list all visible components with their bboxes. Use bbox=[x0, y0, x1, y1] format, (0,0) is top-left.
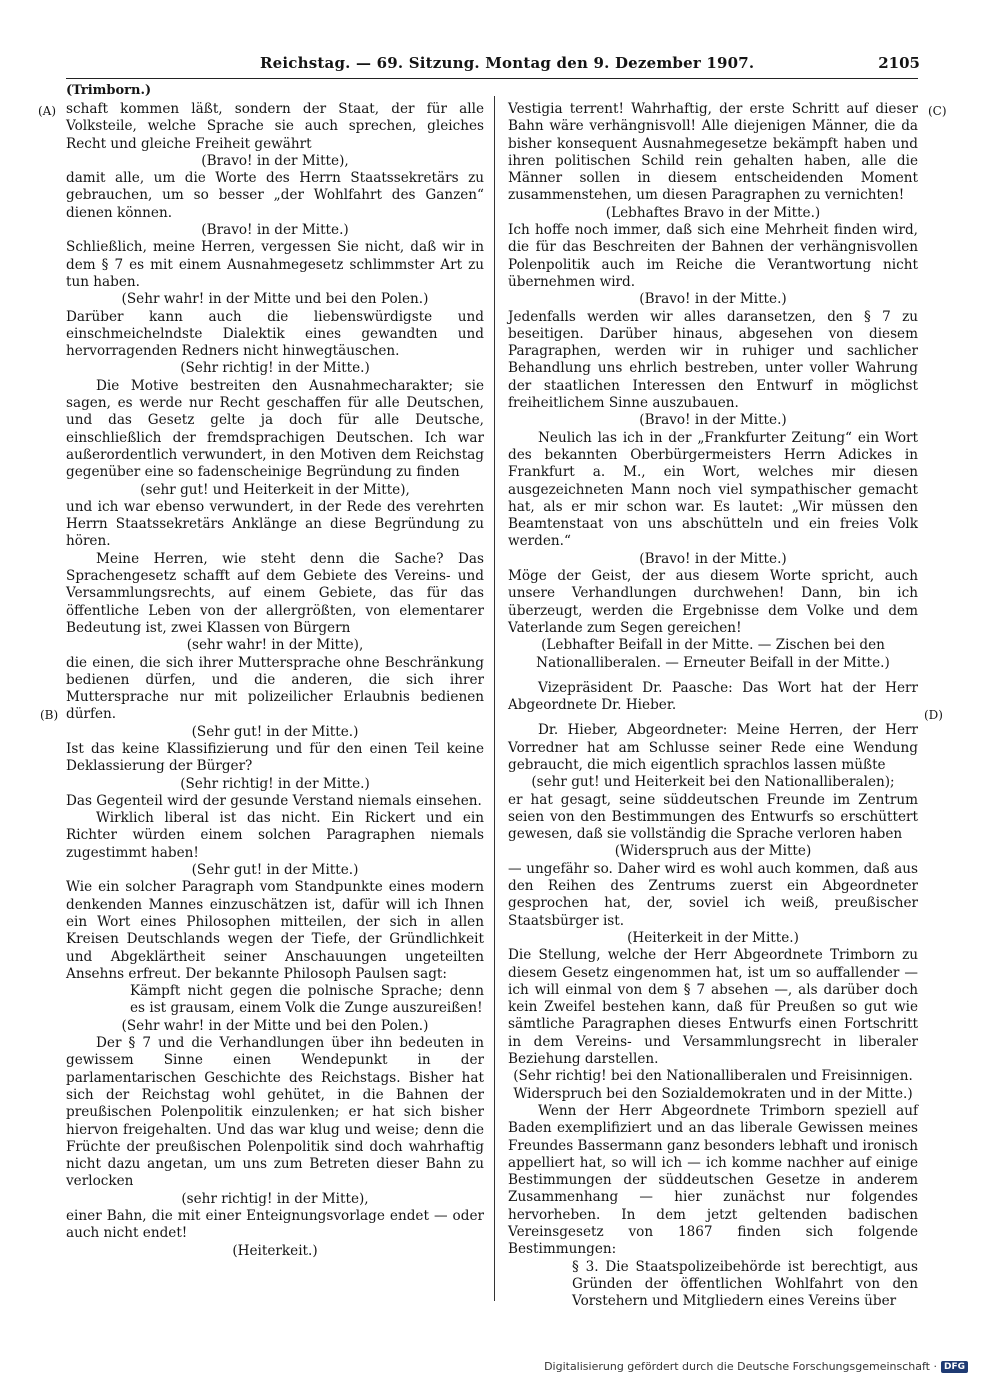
speaker-tag: (Trimborn.) bbox=[66, 83, 152, 98]
right-column-paragraph: (Lebhaftes Bravo in der Mitte.) bbox=[605, 204, 821, 221]
right-column bbox=[508, 101, 918, 1310]
header-title: Reichstag. — 69. Sitzung. Montag den 9. Dezember 1907. bbox=[260, 54, 755, 72]
right-column-paragraph: (Bravo! in der Mitte.) bbox=[639, 550, 787, 567]
left-column-paragraph: (sehr wahr! in der Mitte), bbox=[186, 637, 364, 654]
margin-mark-d: (D) bbox=[924, 708, 943, 722]
right-column-paragraph: Vizepräsident Dr. Paasche: Das Wort hat der Herr Abgeordnete Dr. Hieber. bbox=[508, 679, 918, 714]
right-column-paragraph: § 3. Die Staatspolizeibehörde ist berechtigt, aus Gründen der öffentlichen Wohlfahrt von den Vorstehern und Mitgliedern eines Vereins über bbox=[572, 1258, 918, 1310]
right-column-paragraph: Vestigia terrent! Wahrhaftig, der erste Schritt auf dieser Bahn wäre verhängnisvoll! Alle diejenigen Männer, die da bisher konsequent Ausnahmegesetze bekämpft haben und ihren politischen Schild rein gehalten haben, alle die Männer sollen in diesem entscheidenden Moment zusammenstehen, um diesen Paragraphen zu vernichten! bbox=[508, 101, 918, 204]
left-column-paragraph: (Sehr richtig! in der Mitte.) bbox=[180, 360, 370, 377]
header-rule bbox=[66, 78, 918, 79]
left-column-paragraph: (Sehr wahr! in der Mitte und bei den Polen.) bbox=[121, 1017, 429, 1034]
right-column-paragraph: er hat gesagt, seine süddeutschen Freunde im Zentrum seien von den Bestimmungen des Entwurfs so erschüttert gewesen, daß sie vollständig die Sprache verloren haben bbox=[508, 791, 918, 843]
right-column-paragraph: (Bravo! in der Mitte.) bbox=[639, 291, 787, 308]
right-column-paragraph: (Sehr richtig! bei den Nationalliberalen und Freisinnigen. Widerspruch bei den Sozialdemokraten und in der Mitte.) bbox=[513, 1068, 913, 1102]
right-column-paragraph: Neulich las ich in der „Frankfurter Zeitung“ ein Wort des bekannten Oberbürgermeisters Herrn Adickes in Frankfurt a. M., ein Wort, welches mir diesen ausgezeichneten Mann noch viel sympathischer gemacht hat, als er mir schon war. Es lautet: „Wir müssen den Beamtenstaat von uns abschütteln und ein freies Volk werden.“ bbox=[508, 429, 918, 550]
left-column-paragraph: damit alle, um die Worte des Herrn Staatssekretärs zu gebrauchen, um so besser „der Wohlfahrt des Ganzen“ dienen können. bbox=[66, 170, 484, 221]
left-column-paragraph: (Sehr richtig! in der Mitte.) bbox=[180, 775, 370, 792]
left-column-paragraph: (Sehr gut! in der Mitte.) bbox=[191, 862, 359, 879]
page-number: 2105 bbox=[878, 54, 920, 72]
left-column-paragraph: (Heiterkeit.) bbox=[232, 1242, 318, 1259]
right-column-paragraph: — ungefähr so. Daher wird es wohl auch kommen, daß aus den Reihen des Zentrums zuerst ein Abgeordneter gesprochen hat, der, soviel ich weiß, preußischer Staatsbürger ist. bbox=[508, 860, 918, 929]
left-column-paragraph: Meine Herren, wie steht denn die Sache? Das Sprachengesetz schafft auf dem Gebiete des Vereins- und Versammlungsrechts, auf einem Gebiete, das für das öffentliche Leben von der allergrößten, von elementarer Bedeutung ist, zwei Klassen von Bürgern bbox=[66, 550, 484, 636]
running-header bbox=[60, 54, 920, 78]
left-column-paragraph: (Bravo! in der Mitte), bbox=[201, 152, 349, 169]
left-column-paragraph: Darüber kann auch die liebenswürdigste und einschmeichelndste Dialektik eines gewandten und hervorragenden Redners nicht hinwegtäuschen. bbox=[66, 308, 484, 360]
left-column-paragraph: Wie ein solcher Paragraph vom Standpunkte eines modern denkenden Mannes einzuschätzen ist, dafür will ich Ihnen ein Wort eines Philosophen mitteilen, der sich in allen Kreisen Deutschlands wegen der Tiefe, der Gründlichkeit und Abgeklärtheit seiner Anschauungen ungeteilten Ansehns erfreut. Der bekannte Philosoph Paulsen sagt: bbox=[66, 879, 484, 982]
right-column-paragraph: Möge der Geist, der aus diesem Worte spricht, auch unsere Verhandlungen durchwehen! Dann, bin ich überzeugt, werden die Ergebnisse dem Volke und dem Vaterlande zum Segen gereichen! bbox=[508, 568, 918, 636]
left-column-paragraph: Der § 7 und die Verhandlungen über ihn bedeuten in gewissem Sinne einen Wendepunkt in der parlamentarischen Geschichte des Reichstags. Bisher hat sich der Reichstag wohl gehütet, in die Bahnen der preußischen Polenpolitik einzulenken; er hat sich bisher hiervon freigehalten. Und das war klug und weise; denn die Früchte der preußischen Polenpolitik sind doch wahrhaftig nicht dazu angetan, um uns zum Betreten dieser Bahn zu verlocken bbox=[66, 1035, 484, 1190]
left-column-paragraph: Die Motive bestreiten den Ausnahmecharakter; sie sagen, es werde nur Recht geschaffen für alle Deutschen, und das Gesetz gelte ja doch für alle Deutsche, einschließlich der fremdsprachigen Deutschen. Ich war außerordentlich verwundert, in den Motiven dem Reichstag gegenüber eine so fadenscheinige Begründung zu finden bbox=[66, 377, 484, 481]
left-column-paragraph: (Bravo! in der Mitte.) bbox=[201, 222, 349, 239]
right-column-paragraph: (Heiterkeit in der Mitte.) bbox=[627, 929, 799, 946]
right-column-paragraph: Dr. Hieber, Abgeordneter: Meine Herren, der Herr Vorredner hat am Schlusse seiner Rede eine Wendung gebraucht, die mich eigentlich sprachlos lassen müßte bbox=[508, 722, 918, 773]
left-column-paragraph: und ich war ebenso verwundert, in der Rede des verehrten Herrn Staatssekretärs Anklänge an diese Begründung zu hören. bbox=[66, 498, 484, 550]
left-column-paragraph: (Sehr wahr! in der Mitte und bei den Polen.) bbox=[121, 291, 429, 308]
right-column-paragraph: Wenn der Herr Abgeordnete Trimborn speziell auf Baden exemplifiziert und an das liberale Gewissen meines Freundes Bassermann ganz besonders lebhaft und ironisch appelliert hat, so will ich — ich komme nachher auf einige Bestimmungen der süddeutschen Gesetze in anderem Zusammenhang — hier zunächst nur folgendes hervorheben. In dem jetzt geltenden badischen Vereinsgesetz von 1867 finden sich folgende Bestimmungen: bbox=[508, 1102, 918, 1258]
left-column-paragraph: Kämpft nicht gegen die polnische Sprache; denn es ist grausam, einem Volk die Zunge auszureißen! bbox=[130, 983, 484, 1017]
left-column-paragraph: die einen, die sich ihrer Muttersprache ohne Beschränkung bedienen dürfen, und die anderen, die sich ihrer Muttersprache nur mit polizeilicher Erlaubnis bedienen dürfen. bbox=[66, 654, 484, 723]
left-column-paragraph: Ist das keine Klassifizierung und für den einen Teil keine Deklassierung der Bürger? bbox=[66, 740, 484, 775]
right-column-paragraph: Jedenfalls werden wir alles daransetzen, den § 7 zu beseitigen. Darüber hinaus, abgesehen von diesem Paragraphen, werden wir in ruhiger und sachlicher Behandlung uns ehrlich bestreben, unter voller Wahrung der staatlichen Interessen den Entwurf in möglichst freiheitlichem Sinne auszubauen. bbox=[508, 308, 918, 412]
margin-mark-c: (C) bbox=[928, 104, 947, 118]
right-column-paragraph: (Bravo! in der Mitte.) bbox=[639, 412, 787, 429]
left-column-paragraph: schaft kommen läßt, sondern der Staat, der für alle Volksteile, welche Sprache sie auch sprechen, gleiches Recht und gleiche Freiheit gewährt bbox=[66, 101, 484, 152]
column-divider bbox=[494, 96, 495, 1301]
right-column-paragraph: Die Stellung, welche der Herr Abgeordnete Trimborn zu diesem Gesetz eingenommen hat, ist um so auffallender — ich will einmal von dem § 7 absehen —, als darüber doch kein Zweifel bestehen kann, daß für Preußen so gut wie sämtliche Paragraphen dieses Entwurfs einen Fortschritt in dem Vereins- und Versammlungsrecht in liberaler Beziehung darstellen. bbox=[508, 947, 918, 1068]
left-column-paragraph: (sehr richtig! in der Mitte), bbox=[181, 1190, 369, 1207]
footer-text: Digitalisierung gefördert durch die Deutsche Forschungsgemeinschaft · bbox=[544, 1360, 937, 1373]
dfg-logo: DFG bbox=[941, 1361, 968, 1373]
left-column-paragraph: Schließlich, meine Herren, vergessen Sie nicht, daß wir in dem § 7 es mit einem Ausnahmegesetz schlimmster Art zu tun haben. bbox=[66, 239, 484, 290]
left-column-paragraph: (sehr gut! und Heiterkeit in der Mitte), bbox=[140, 481, 410, 498]
margin-mark-a: (A) bbox=[38, 104, 57, 118]
left-column-paragraph: einer Bahn, die mit einer Enteignungsvorlage endet — oder auch nicht endet! bbox=[66, 1208, 484, 1242]
left-column bbox=[66, 101, 484, 1260]
right-column-paragraph: (Lebhafter Beifall in der Mitte. — Zischen bei den Nationalliberalen. — Erneuter Beifall in der Mitte.) bbox=[536, 637, 890, 671]
margin-mark-b: (B) bbox=[40, 708, 59, 722]
left-column-paragraph: Das Gegenteil wird der gesunde Verstand niemals einsehen. bbox=[66, 792, 482, 809]
right-column-paragraph: (sehr gut! und Heiterkeit bei den Nationalliberalen); bbox=[531, 774, 895, 791]
left-column-paragraph: Wirklich liberal ist das nicht. Ein Rickert und ein Richter würden einem solchen Paragraphen niemals zugestimmt haben! bbox=[66, 810, 484, 861]
left-column-paragraph: (Sehr gut! in der Mitte.) bbox=[191, 723, 359, 740]
right-column-paragraph: (Widerspruch aus der Mitte) bbox=[614, 843, 812, 860]
footer bbox=[544, 1360, 968, 1373]
right-column-paragraph: Ich hoffe noch immer, daß sich eine Mehrheit finden wird, die für das Beschreiten der Bahnen der verhängnisvollen Polenpolitik auch im Reiche die Verantwortung nicht übernehmen wird. bbox=[508, 222, 918, 290]
